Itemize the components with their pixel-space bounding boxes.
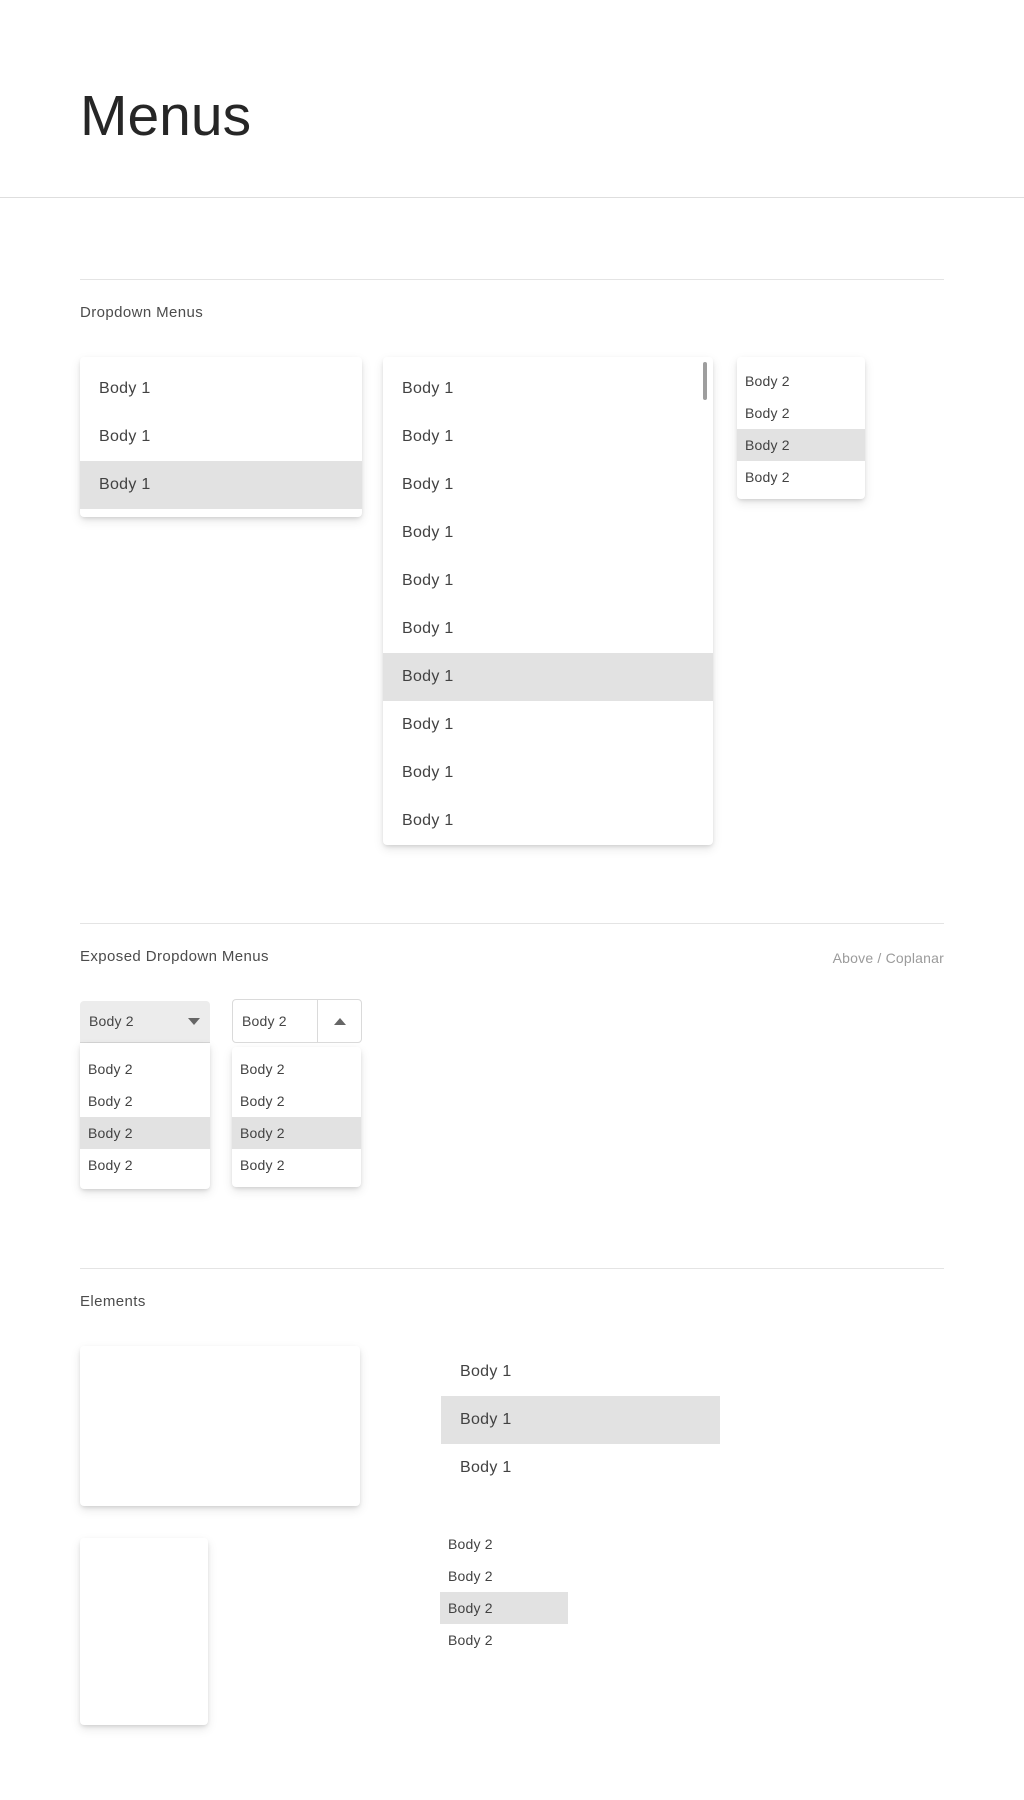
- page-title: Menus: [80, 84, 252, 148]
- menu-item[interactable]: Body 1: [402, 812, 454, 829]
- menu-item[interactable]: Body 1: [402, 764, 454, 781]
- menu-item-selected[interactable]: Body 1: [383, 653, 713, 701]
- menu-item-list-body2: [440, 1528, 568, 1656]
- empty-menu-surface-small: [80, 1538, 208, 1725]
- chevron-down-icon: [188, 1018, 200, 1025]
- dropdown-menu-short: [80, 357, 362, 517]
- menu-item-selected[interactable]: Body 2: [80, 1117, 210, 1149]
- dropdown-menu-long: [383, 357, 713, 845]
- outlined-dropdown-menu: [232, 1047, 361, 1187]
- menu-item[interactable]: Body 2: [240, 1061, 285, 1077]
- menu-item-list-body1: [441, 1348, 720, 1492]
- filled-dropdown-anchor[interactable]: [80, 1001, 210, 1043]
- menu-item[interactable]: Body 2: [745, 469, 790, 485]
- scrollbar-thumb[interactable]: [703, 362, 707, 400]
- header-divider: [0, 197, 1024, 198]
- menu-item[interactable]: Body 1: [402, 716, 454, 733]
- empty-menu-surface-large: [80, 1346, 360, 1506]
- menu-item[interactable]: Body 2: [88, 1157, 133, 1173]
- menu-item-selected[interactable]: Body 1: [80, 461, 362, 509]
- menu-item-selected[interactable]: Body 2: [440, 1592, 568, 1624]
- menu-item[interactable]: Body 1: [402, 380, 454, 397]
- menu-item[interactable]: Body 1: [460, 1363, 512, 1380]
- menu-item[interactable]: Body 1: [402, 524, 454, 541]
- section-label-exposed-dropdown-menus: Exposed Dropdown Menus: [80, 948, 269, 965]
- menu-item[interactable]: Body 2: [88, 1061, 133, 1077]
- exposed-dropdown-outlined: [232, 999, 362, 1173]
- menu-item[interactable]: Body 1: [402, 572, 454, 589]
- menu-item[interactable]: Body 2: [448, 1536, 493, 1552]
- menu-item-selected[interactable]: Body 2: [232, 1117, 361, 1149]
- menu-item[interactable]: Body 1: [99, 428, 151, 445]
- outlined-dropdown-anchor[interactable]: [232, 999, 362, 1043]
- menu-item[interactable]: Body 2: [745, 405, 790, 421]
- menu-item[interactable]: Body 1: [99, 380, 151, 397]
- filled-dropdown-selected-value: Body 2: [89, 1013, 134, 1029]
- dropdown-toggle-button[interactable]: [318, 1000, 361, 1042]
- menu-item[interactable]: Body 2: [745, 373, 790, 389]
- filled-dropdown-menu: [80, 1043, 210, 1189]
- section-divider-elements: [80, 1268, 944, 1269]
- menu-item[interactable]: Body 1: [402, 620, 454, 637]
- section-label-elements: Elements: [80, 1293, 146, 1310]
- menu-item-selected[interactable]: Body 2: [737, 429, 865, 461]
- menu-item[interactable]: Body 2: [448, 1568, 493, 1584]
- menu-item[interactable]: Body 2: [88, 1093, 133, 1109]
- dropdown-menu-dense: [737, 357, 865, 499]
- menu-item[interactable]: Body 1: [402, 476, 454, 493]
- chevron-up-icon: [334, 1018, 346, 1025]
- outlined-dropdown-selected-value: Body 2: [233, 1000, 318, 1042]
- section-divider-dropdown-menus: [80, 279, 944, 280]
- section-label-dropdown-menus: Dropdown Menus: [80, 304, 204, 321]
- menu-item[interactable]: Body 2: [448, 1632, 493, 1648]
- variant-hint-label: Above / Coplanar: [832, 950, 944, 966]
- menu-item-selected[interactable]: Body 1: [441, 1396, 720, 1444]
- menu-item[interactable]: Body 2: [240, 1093, 285, 1109]
- menu-item[interactable]: Body 1: [402, 428, 454, 445]
- menu-item[interactable]: Body 1: [460, 1459, 512, 1476]
- exposed-dropdown-filled: [80, 1001, 210, 1173]
- menu-item[interactable]: Body 2: [240, 1157, 285, 1173]
- section-divider-exposed-dropdown-menus: [80, 923, 944, 924]
